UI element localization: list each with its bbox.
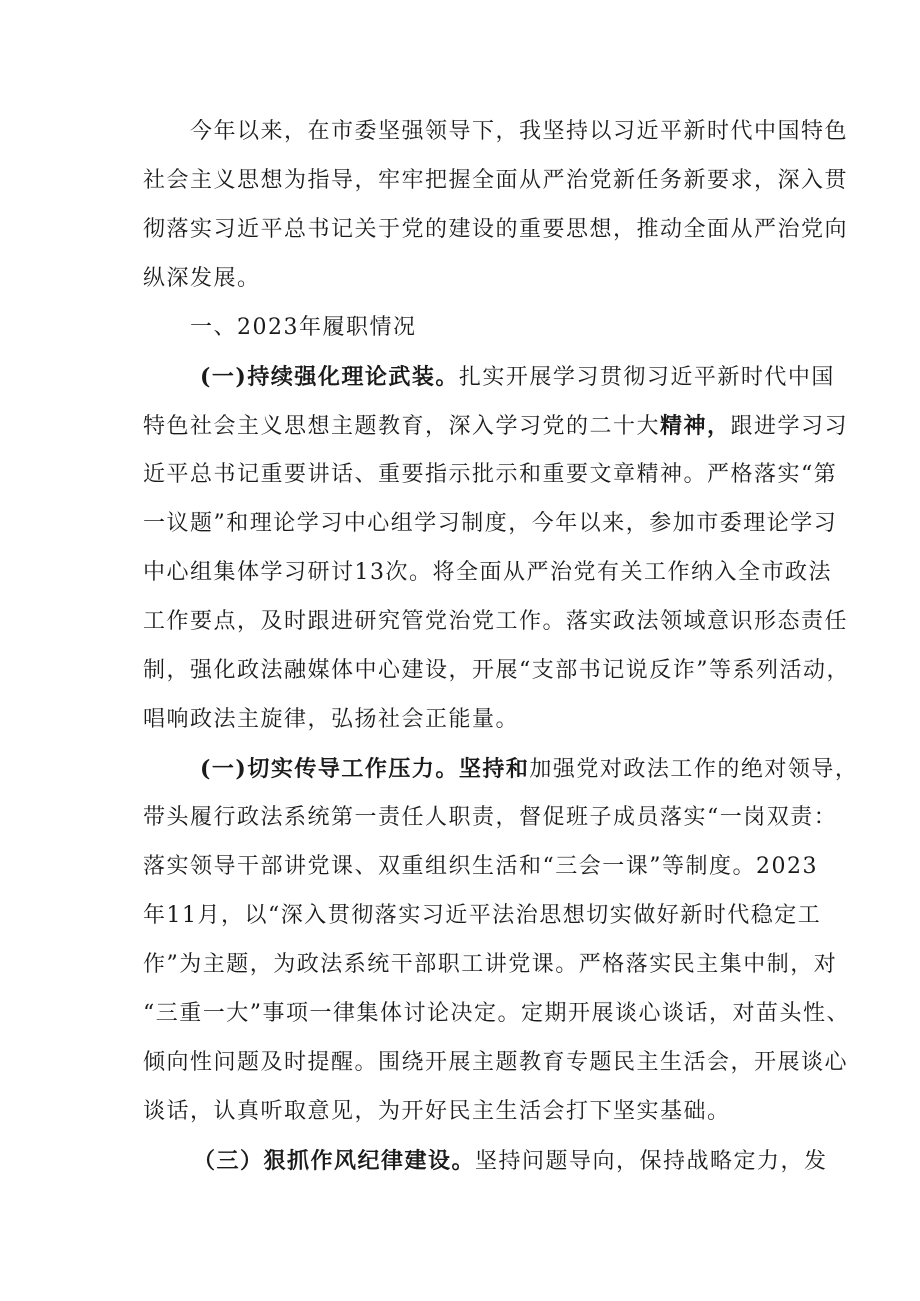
intro-line-2: 社会主义思想为指导，牢牢把握全面从严治党新任务新要求，深入贯	[143, 168, 849, 193]
item1-line-3: 近平总书记重要讲话、重要指示批示和重要文章精神。严格落实“第	[143, 462, 838, 487]
item1-line-1	[200, 362, 835, 393]
item2-line-1	[200, 754, 858, 785]
item1-line1-rest: 扎实开展学习贯彻习近平新时代中国	[458, 365, 835, 390]
item3-line-1	[193, 1146, 828, 1177]
intro-line-1: 今年以来，在市委坚强领导下，我坚持以习近平新时代中国特色	[190, 119, 849, 144]
item3-line1-rest: 坚持问题导向，保持战略定力，发	[475, 1149, 828, 1174]
item1-line-2	[143, 411, 848, 442]
item1-line-7: 制，强化政法融媒体中心建设，开展“支部书记说反诈”等系列活动，	[143, 658, 850, 683]
item2-line-2: 带头履行政法系统第一责任人职责，督促班子成员落实“一岗双责：	[143, 805, 838, 830]
item2-line-5: 作”为主题，为政法系统干部职工讲党课。严格落实民主集中制，对	[143, 952, 838, 977]
item3-heading: （三）狠抓作风纪律建设。	[193, 1148, 476, 1174]
item1-line-6: 工作要点，及时跟进研究管党治党工作。落实政法领域意识形态责任	[143, 609, 849, 634]
item1-line2-bold: 精神，	[660, 413, 731, 439]
item2-line1-rest: 加强党对政法工作的绝对领导，	[529, 757, 859, 782]
item1-line2-post: 跟进学习习	[730, 414, 849, 439]
item1-line2-pre: 特色社会主义思想主题教育，深入学习党的二十大	[143, 414, 661, 439]
section-heading: 一、2023年履职情况	[190, 315, 417, 340]
item2-line-7: 倾向性问题及时提醒。围绕开展主题教育专题民主生活会，开展谈心	[143, 1050, 849, 1075]
item2-line-4: 年11月，以“深入贯彻落实习近平法治思想切实做好新时代稳定工	[143, 903, 822, 928]
intro-line-3: 彻落实习近平总书记关于党的建设的重要思想，推动全面从严治党向	[143, 217, 849, 242]
item2-line-6: “三重一大”事项一律集体讨论决定。定期开展谈心谈话，对苗头性、	[143, 1001, 850, 1026]
item2-line-3: 落实领导干部讲党课、双重组织生活和“三会一课”等制度。2023	[143, 854, 818, 879]
item1-line-5: 中心组集体学习研讨13次。将全面从严治党有关工作纳入全市政法	[143, 560, 832, 585]
item1-line-8: 唱响政法主旋律，弘扬社会正能量。	[143, 707, 520, 732]
item1-line-4: 一议题”和理论学习中心组学习制度，今年以来，参加市委理论学习	[143, 511, 838, 536]
item2-heading: (一)切实传导工作压力。	[200, 756, 459, 782]
item2-heading-bold2: 坚持和	[458, 756, 530, 782]
item2-line-8: 谈话，认真听取意见，为开好民主生活会打下坚实基础。	[143, 1099, 731, 1124]
item1-heading: (一)持续强化理论武装。	[200, 364, 459, 390]
intro-line-4: 纵深发展。	[143, 266, 261, 291]
